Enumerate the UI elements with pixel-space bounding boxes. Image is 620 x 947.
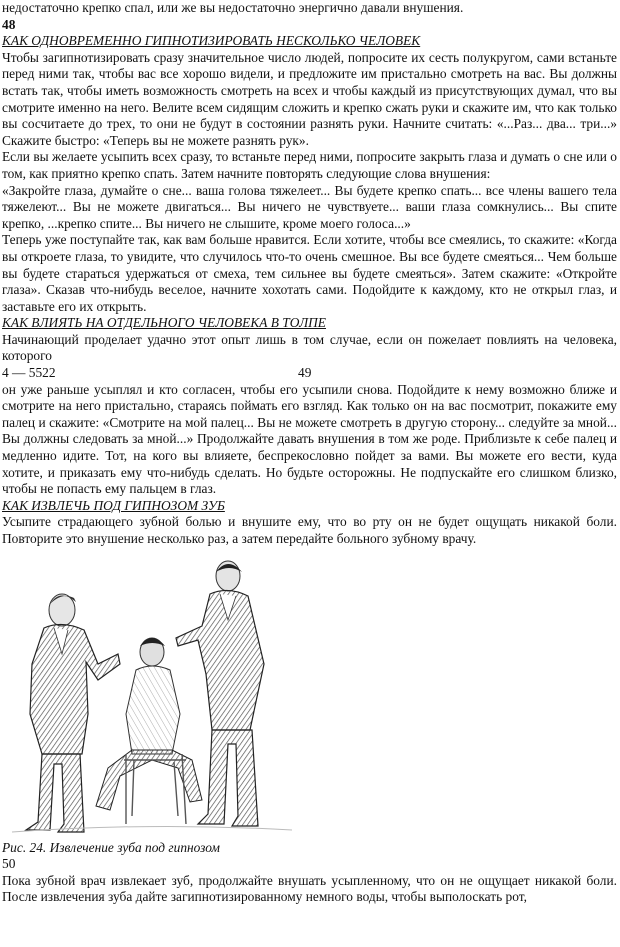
- paragraph-beginner: Начинающий проделает удачно этот опыт лишь в том случае, если он пожелает повлиять на человека, которого: [2, 331, 617, 364]
- page-number-49: 49: [298, 365, 312, 381]
- page-folio: [2, 365, 617, 382]
- page-number-50: 50: [2, 856, 16, 872]
- signature-mark: 4 — 5522: [2, 365, 56, 381]
- paragraph-dentist-extracts: Пока зубной врач извлекает зуб, продолжайте внушать усыпленному, что он не ощущает никакой боли. После извлечения зуба дайте загипнотизированному немного воды, чтобы выполоскать рот,: [2, 872, 617, 905]
- paragraph-laughter: Теперь уже поступайте так, как вам больше нравится. Если хотите, чтобы все смеялись, то скажите: «Когда вы откроете глаза, то увидите, что случилось что-то очень смешное. Вы все будете смеяться... Чем больше вы будете стараться удержаться от смеха, тем сильнее вы будете смеяться». Затем скажите: «Откройте глаза». Сказав что-нибудь веселое, начните хохотать сами. Подойдите к каждому, кто не открыл глаз, и заставьте его их открыть.: [2, 232, 617, 314]
- intro-line: недостаточно крепко спал, или же вы недостаточно энергично давали внушения.: [2, 0, 464, 15]
- paragraph-toothache: Усыпите страдающего зубной болью и внушите ему, что во рту он не будет ощущать никакой боли. Повторите это внушение несколько раз, а затем передайте больного зубному врачу.: [2, 514, 617, 546]
- heading-group-hypnosis: КАК ОДНОВРЕМЕННО ГИПНОТИЗИРОВАТЬ НЕСКОЛЬКО ЧЕЛОВЕК: [2, 33, 421, 49]
- paragraph-seat-semicircle: Чтобы загипнотизировать сразу значительное число людей, попросите их сесть полукругом, сами встаньте перед ними так, чтобы вас все хорошо видели, и предложите им пристально смотреть на вас. Вы должны встать так, чтобы иметь возможность смотреть на всех и чтобы каждый из присутствующих думал, что вы смотрите именно на него. Велите всем сидящим сложить и крепко сжать руки и скажите им, что как только вы сосчитаете до трех, то они не будут в состоянии разнять руки. Начните считать: «...Раз... два... три...» Скажите быстро: «Теперь вы не можете разнять рук».: [2, 49, 617, 148]
- engraving-illustration: [2, 554, 302, 838]
- illustration-tooth-extraction: [2, 554, 302, 838]
- paragraph-put-all-to-sleep: Если вы желаете усыпить всех сразу, то встаньте перед ними, попросите закрыть глаза и думать о сне или о том, как приятно крепко спать. Затем начните повторять следующие слова внушения:: [2, 149, 617, 181]
- heading-crowd-influence: КАК ВЛИЯТЬ НА ОТДЕЛЬНОГО ЧЕЛОВЕКА В ТОЛПЕ: [2, 315, 326, 331]
- page-number-48: 48: [2, 16, 16, 32]
- heading-tooth-extraction: КАК ИЗВЛЕЧЬ ПОД ГИПНОЗОМ ЗУБ: [2, 497, 225, 513]
- paragraph-suggestion-words: «Закройте глаза, думайте о сне... ваша голова тяжелеет... Вы будете крепко спать... все члены вашего тела тяжелеют... Вы не можете двигаться... Вы ничего не чувствуете... ваши глаза сомкнулись... Вы спите крепко, ...крепко спите... Вы ничего не слышите, кроме моего голоса...»: [2, 182, 617, 231]
- figure-caption: Рис. 24. Извлечение зуба под гипнозом: [2, 839, 220, 855]
- paragraph-follow-finger: он уже раньше усыплял и кто согласен, чтобы его усыпили снова. Подойдите к нему возможно ближе и смотрите на него пристально, стараясь поймать его взгляд. Как только он на вас посмотрит, покажите ему палец и скажите: «Смотрите на мой палец... Вы не можете смотреть в другую сторону... следуйте за мной... Вы должны следовать за мной...» Продолжайте давать внушения в том же роде. Приблизьте к себе палец и медленно идите. Тот, на кого вы влияете, беспрекословно пойдет за вами. Вы можете его вести, куда хотите, и приказать ему что-нибудь сделать. Но будьте осторожны. Не подпускайте его слишком близко, чтобы не попасть ему пальцем в глаз.: [2, 381, 617, 497]
